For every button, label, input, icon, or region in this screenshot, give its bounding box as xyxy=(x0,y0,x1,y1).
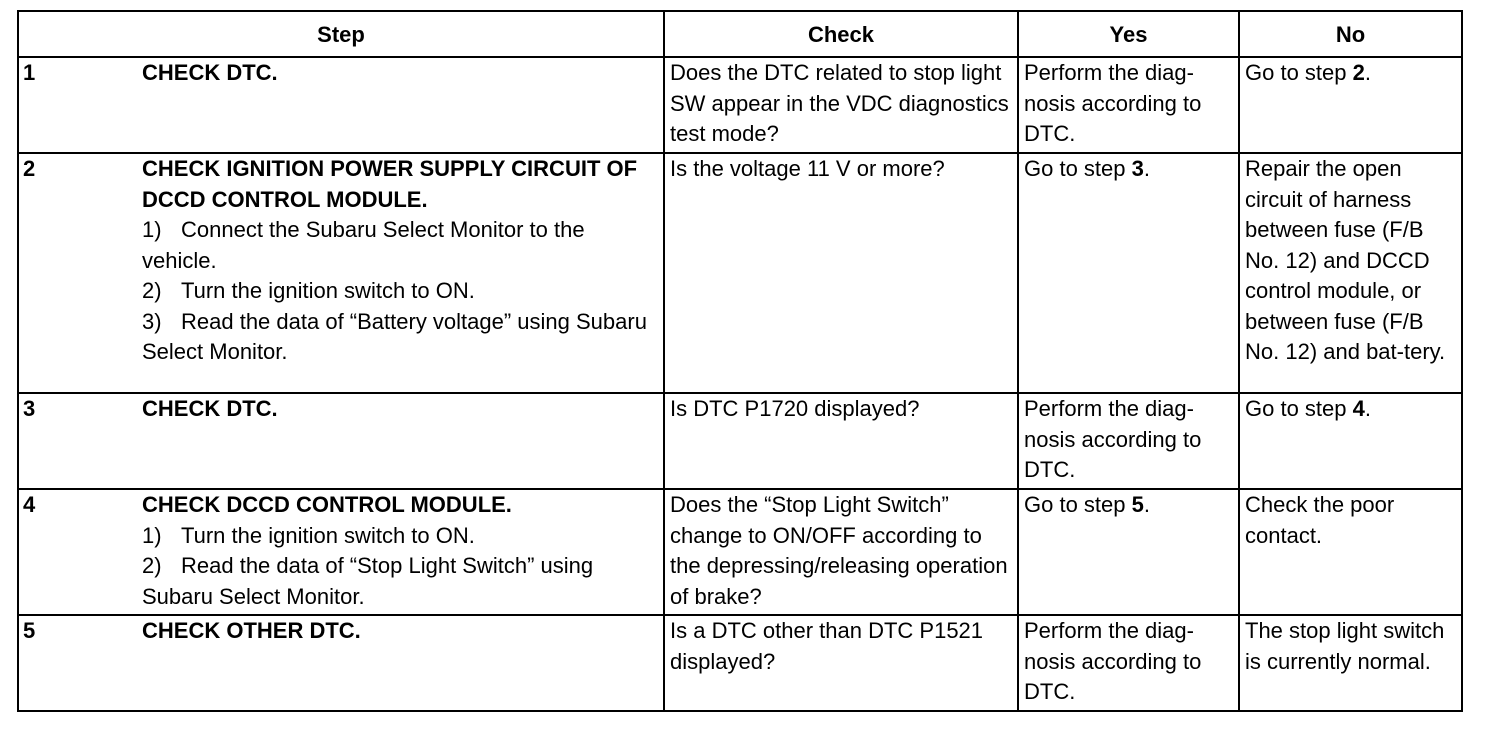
step-reference: 3 xyxy=(1131,156,1144,181)
step-number: 2 xyxy=(18,153,138,393)
table-header-row xyxy=(18,11,1462,57)
table-row xyxy=(18,615,1462,711)
step-reference: 4 xyxy=(1352,396,1365,421)
substep-text: Connect the Subaru Select Monitor to the vehicle. xyxy=(142,217,585,273)
step-number: 3 xyxy=(18,393,138,489)
yes-suffix: . xyxy=(1143,156,1150,181)
yes-text: Go to step xyxy=(1024,156,1132,181)
step-title: CHECK DTC. xyxy=(142,396,278,421)
no-text: Go to step xyxy=(1245,60,1353,85)
diagnostic-table xyxy=(17,10,1463,712)
no-cell: Check the poor contact. xyxy=(1239,489,1462,615)
substep-number: 1) xyxy=(142,522,162,548)
no-cell xyxy=(1239,57,1462,153)
yes-suffix: . xyxy=(1143,492,1150,517)
substep-number: 2) xyxy=(142,278,162,303)
yes-cell: Perform the diag-nosis according to DTC. xyxy=(1018,615,1239,711)
no-cell: The stop light switch is currently normal. xyxy=(1239,615,1462,711)
table-row xyxy=(18,153,1462,393)
step-number: 1 xyxy=(18,57,138,153)
no-suffix: . xyxy=(1364,60,1371,85)
substep-number: 1) xyxy=(142,217,162,242)
substep-text: Turn the ignition switch to ON. xyxy=(181,522,475,548)
table-row xyxy=(18,489,1462,615)
step-reference: 5 xyxy=(1131,492,1144,517)
check-cell: Does the DTC related to stop light SW appear in the VDC diagnostics test mode? xyxy=(664,57,1018,153)
substep xyxy=(142,276,659,307)
step-title: CHECK DCCD CONTROL MODULE. xyxy=(142,492,512,517)
step-reference: 2 xyxy=(1352,60,1365,85)
substep-number: 2) xyxy=(142,553,162,578)
table-row xyxy=(18,393,1462,489)
substep-text: Read the data of “Battery voltage” using Subaru Select Monitor. xyxy=(142,308,647,364)
header-step: Step xyxy=(18,11,664,57)
check-cell: Is the voltage 11 V or more? xyxy=(664,153,1018,393)
table-row xyxy=(18,57,1462,153)
no-suffix: . xyxy=(1364,396,1371,421)
no-cell xyxy=(1239,393,1462,489)
check-cell: Is a DTC other than DTC P1521 displayed? xyxy=(664,615,1018,711)
yes-cell xyxy=(1018,153,1239,393)
substep-number: 3) xyxy=(142,308,162,334)
step-title: CHECK OTHER DTC. xyxy=(142,618,361,643)
step-cell xyxy=(138,153,664,393)
substep-text: Read the data of “Stop Light Switch” using Subaru Select Monitor. xyxy=(142,553,594,609)
substep-text: Turn the ignition switch to ON. xyxy=(181,278,475,303)
step-title: CHECK DTC. xyxy=(142,60,278,85)
yes-cell xyxy=(1018,489,1239,615)
step-cell xyxy=(138,489,664,615)
substep xyxy=(142,215,659,276)
step-title: CHECK IGNITION POWER SUPPLY CIRCUIT OF DCCD CONTROL MODULE. xyxy=(142,156,638,212)
step-cell xyxy=(138,393,664,489)
substep xyxy=(142,307,659,368)
step-cell xyxy=(138,615,664,711)
yes-text: Go to step xyxy=(1024,492,1132,517)
no-text: Go to step xyxy=(1245,396,1353,421)
step-number: 5 xyxy=(18,615,138,711)
no-cell: Repair the open circuit of harness between fuse (F/B No. 12) and DCCD control module, or between fuse (F/B No. 12) and bat-tery. xyxy=(1239,153,1462,393)
header-yes: Yes xyxy=(1018,11,1239,57)
yes-cell: Perform the diag-nosis according to DTC. xyxy=(1018,393,1239,489)
check-cell: Is DTC P1720 displayed? xyxy=(664,393,1018,489)
header-check: Check xyxy=(664,11,1018,57)
step-cell xyxy=(138,57,664,153)
step-number: 4 xyxy=(18,489,138,615)
yes-cell: Perform the diag-nosis according to DTC. xyxy=(1018,57,1239,153)
check-cell: Does the “Stop Light Switch” change to ON/OFF according to the depressing/releasing operation of brake? xyxy=(664,489,1018,615)
header-no: No xyxy=(1239,11,1462,57)
substep xyxy=(142,521,659,552)
substep xyxy=(142,551,659,612)
